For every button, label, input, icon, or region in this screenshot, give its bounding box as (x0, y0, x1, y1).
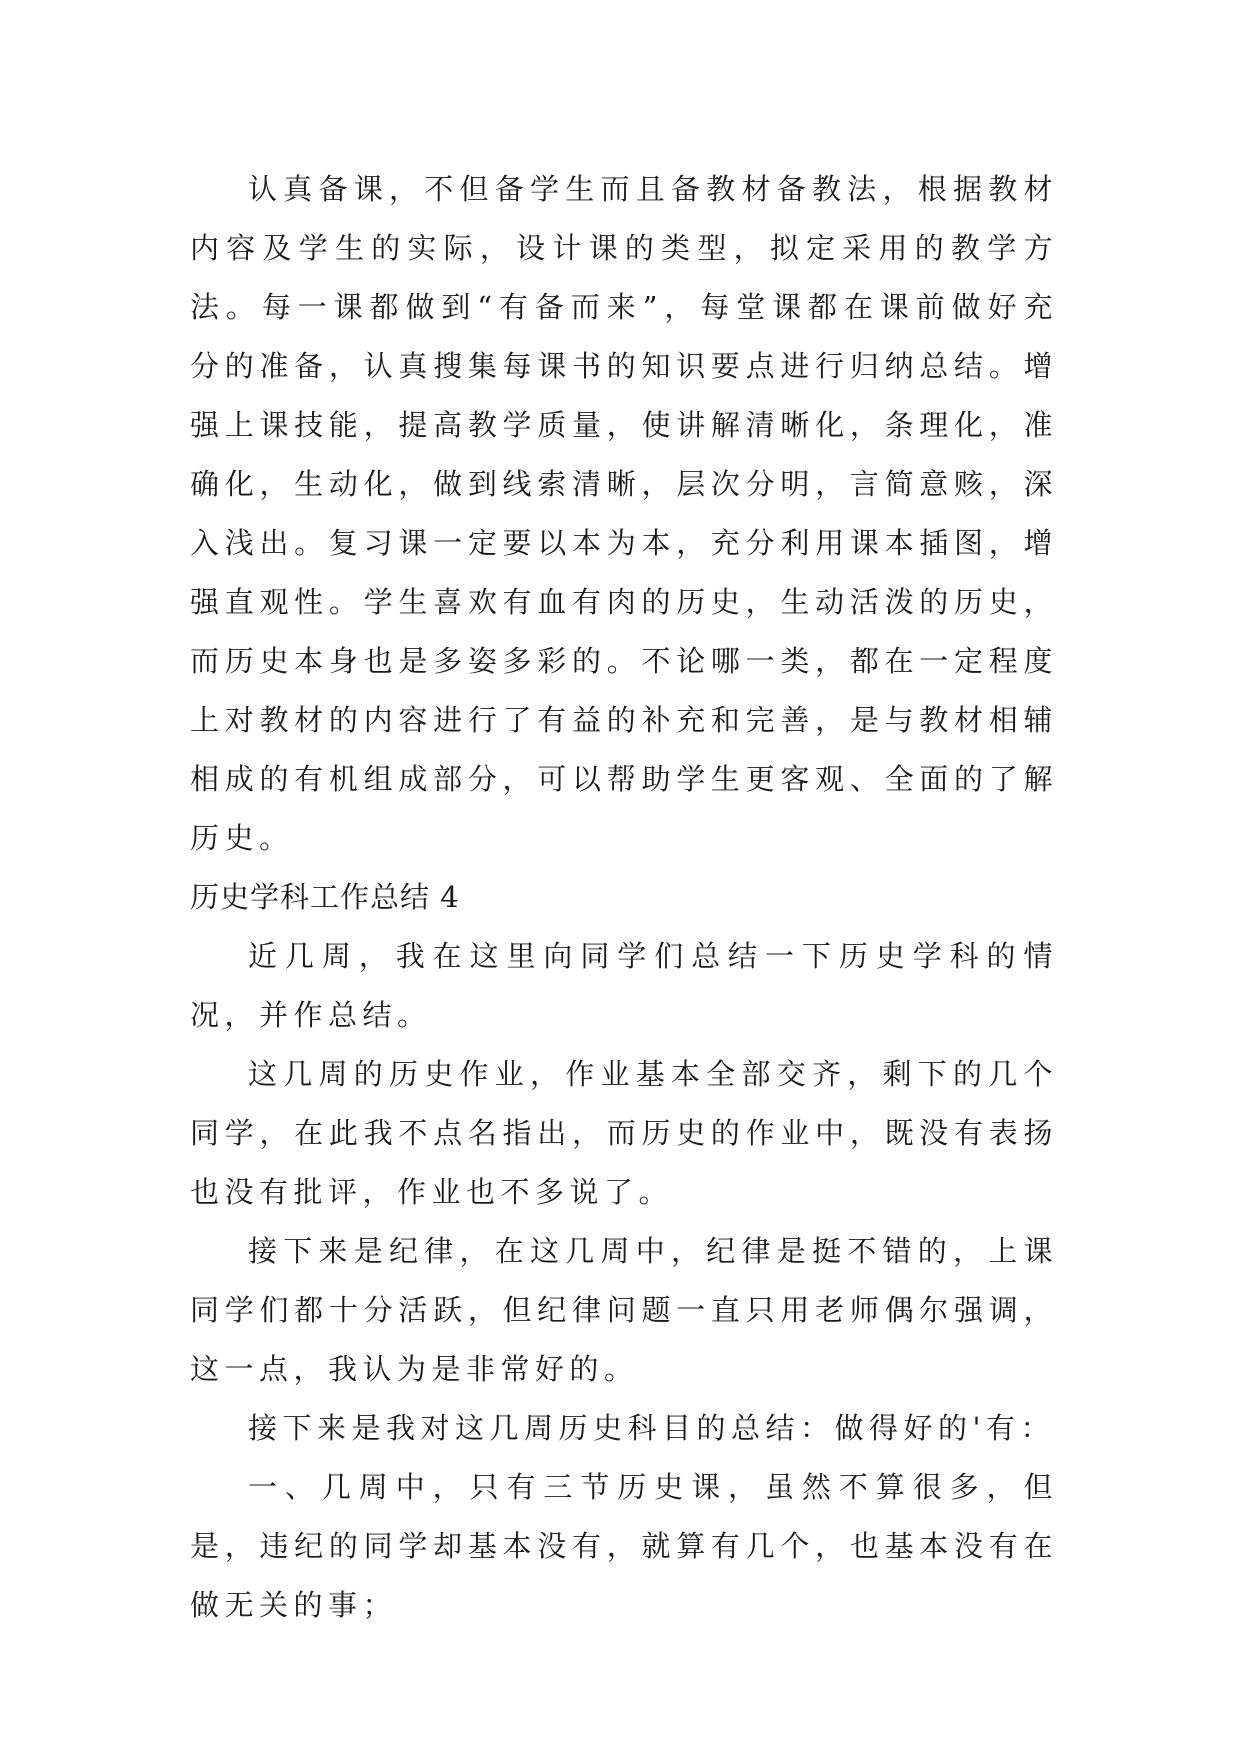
document-body (190, 160, 1058, 1635)
paragraph-summary-lead: 接下来是我对这几周历史科目的总结：做得好的'有： (248, 1411, 1055, 1445)
paragraph-preparation: 认真备课，不但备学生而且备教材备教法，根据教材内容及学生的实际，设计课的类型，拟定采用的教学方法。每一课都做到“有备而来”，每堂课都在课前做好充分的准备，认真搜集每课书的知识要点进行归纳总结。增强上课技能，提高教学质量，使讲解清晰化，条理化，准确化，生动化，做到线索清晰，层次分明，言简意赅，深入浅出。复习课一定要以本为本，充分利用课本插图，增强直观性。学生喜欢有血有肉的历史，生动活泼的历史，而历史本身也是多姿多彩的。不论哪一类，都在一定程度上对教材的内容进行了有益的补充和完善，是与教材相辅相成的有机组成部分，可以帮助学生更客观、全面的了解历史。 (190, 172, 1058, 855)
section-heading: 历史学科工作总结 4 (190, 880, 460, 914)
paragraph-point-one: 一、几周中，只有三节历史课，虽然不算很多，但是，违纪的同学却基本没有，就算有几个，也基本没有在做无关的事； (190, 1470, 1058, 1622)
paragraph-homework: 这几周的历史作业，作业基本全部交齐，剩下的几个同学，在此我不点名指出，而历史的作业中，既没有表扬也没有批评，作业也不多说了。 (190, 1057, 1058, 1209)
paragraph-intro: 近几周，我在这里向同学们总结一下历史学科的情况，并作总结。 (190, 939, 1058, 1032)
paragraph-discipline: 接下来是纪律，在这几周中，纪律是挺不错的，上课同学们都十分活跃，但纪律问题一直只用老师偶尔强调，这一点，我认为是非常好的。 (190, 1234, 1058, 1386)
